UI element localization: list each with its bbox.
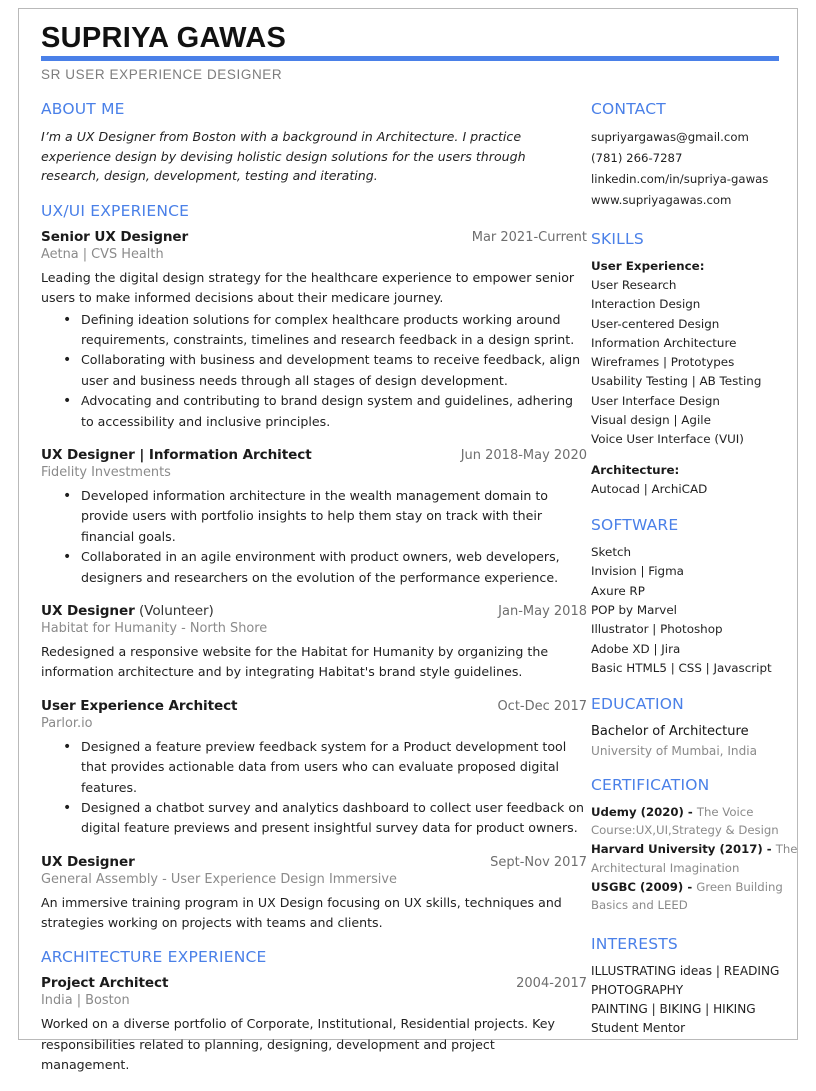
accent-rule	[41, 56, 779, 61]
skill-item: User-centered Design	[591, 316, 720, 331]
job-description: Redesigned a responsive website for the Habitat for Humanity by organizing the information architecture and by integrating Habitat's brand style guidelines.	[41, 643, 549, 680]
job-entry	[41, 698, 589, 839]
job-title-qualifier: (Volunteer)	[134, 602, 214, 619]
contact-heading: CONTACT	[591, 100, 666, 119]
job-bullet: • Developed information architecture in the wealth management domain to provide users with portfolio insights to help them stay on track with their financial goals.	[63, 486, 589, 547]
interest-line: Student Mentor	[591, 1021, 686, 1036]
skills-section	[591, 230, 803, 499]
job-header-row	[41, 447, 589, 463]
skill-item: Usability Testing | AB Testing	[591, 374, 762, 389]
job-date: Mar 2021-Current	[471, 229, 587, 245]
contact-website[interactable]: www.supriyagawas.com	[591, 192, 732, 207]
job-organization: Aetna | CVS Health	[41, 246, 164, 262]
job-bullet-list	[41, 310, 589, 432]
resume-body	[41, 100, 798, 1090]
skill-item: User Interface Design	[591, 393, 720, 408]
contact-linkedin[interactable]: linkedin.com/in/supriya-gawas	[591, 172, 769, 187]
job-title: UX Designer (Volunteer)	[41, 602, 214, 619]
interest-line: PAINTING | BIKING | HIKING	[591, 1002, 756, 1017]
job-organization: Parlor.io	[41, 715, 93, 731]
certification-item	[591, 878, 803, 915]
job-organization: Fidelity Investments	[41, 464, 171, 480]
job-organization: General Assembly - User Experience Design Immersive	[41, 871, 397, 887]
job-entry	[41, 975, 589, 1075]
certification-item	[591, 803, 803, 840]
interests-section	[591, 935, 803, 1038]
about-text: I’m a UX Designer from Boston with a background in Architecture. I practice experience design by devising holistic design solutions for the users through research, design, development, testing and iterating.	[41, 129, 526, 183]
certification-detail: Green Building Basics and LEED	[591, 879, 783, 913]
job-date: Jan-May 2018	[498, 603, 587, 619]
job-header-row	[41, 229, 589, 245]
job-bullet: • Collaborated in an agile environment with product owners, web developers, designers and researchers on the evolution of the performance experience.	[63, 547, 589, 588]
software-item: Axure RP	[591, 583, 645, 598]
software-heading: SOFTWARE	[591, 516, 679, 535]
job-date: 2004-2017	[516, 976, 587, 992]
job-bullet: • Designed a feature preview feedback system for a Product development tool that provides actionable data from users who can evaluate proposed digital features.	[63, 737, 589, 798]
skill-item: Information Architecture	[591, 335, 737, 350]
job-header-row	[41, 603, 589, 619]
job-bullet: • Designed a chatbot survey and analytics dashboard to collect user feedback on digital feature previews and present insightful survey data for product owners.	[63, 798, 589, 839]
about-heading: ABOUT ME	[41, 100, 125, 119]
job-title: Project Architect	[41, 975, 169, 992]
job-title: UX Designer | Information Architect	[41, 446, 312, 463]
interests-line-list	[591, 962, 803, 1038]
contact-email[interactable]: supriyargawas@gmail.com	[591, 130, 749, 145]
software-item: Illustrator | Photoshop	[591, 622, 723, 637]
skill-item: Visual design | Agile	[591, 413, 711, 427]
resume-page	[18, 8, 798, 1073]
architecture-experience-heading: ARCHITECTURE EXPERIENCE	[41, 948, 267, 967]
ux-experience-heading: UX/UI EXPERIENCE	[41, 201, 190, 220]
contact-section	[591, 100, 803, 210]
job-organization: Habitat for Humanity - North Shore	[41, 620, 268, 636]
left-column	[41, 100, 589, 1090]
certification-item-list	[591, 803, 803, 915]
job-organization: India | Boston	[41, 993, 130, 1009]
software-item: Invision | Figma	[591, 564, 684, 579]
job-entry	[41, 229, 589, 432]
certification-detail: The Architectural Imagination	[591, 842, 798, 875]
contact-phone[interactable]: (781) 266-7287	[591, 151, 683, 166]
certification-heading: CERTIFICATION	[591, 775, 710, 794]
ux-job-list	[41, 229, 589, 934]
skill-item: Autocad | ArchiCAD	[591, 481, 708, 496]
education-heading: EDUCATION	[591, 695, 684, 714]
education-school: University of Mumbai, India	[591, 743, 758, 758]
certification-detail: The Voice Course:UX,UI,Strategy & Design	[591, 804, 779, 838]
job-date: Oct-Dec 2017	[497, 698, 587, 714]
job-bullet-list	[41, 486, 589, 588]
education-degree: Bachelor of Architecture	[591, 724, 749, 740]
interest-line: PHOTOGRAPHY	[591, 983, 684, 998]
architecture-experience-section	[41, 948, 589, 1075]
certification-issuer: Harvard University (2017) -	[591, 842, 776, 857]
job-bullet-list	[41, 737, 589, 839]
job-title: UX Designer	[41, 853, 135, 870]
education-section	[591, 695, 803, 760]
skills-group-label: User Experience:	[591, 258, 705, 273]
resume-content	[41, 22, 798, 1073]
certification-section	[591, 776, 803, 915]
skill-item: Voice User Interface (VUI)	[591, 432, 744, 447]
software-item: Basic HTML5 | CSS | Javascript	[591, 660, 772, 675]
job-date: Jun 2018-May 2020	[460, 447, 587, 463]
resume-header	[41, 23, 783, 82]
job-title: User Experience Architect	[41, 697, 238, 714]
job-description: Leading the digital design strategy for the healthcare experience to empower senior users to make informed decisions about their medicare journey.	[41, 269, 575, 306]
software-item: POP by Marvel	[591, 602, 677, 617]
interests-heading: INTERESTS	[591, 935, 678, 954]
skills-heading: SKILLS	[591, 229, 644, 248]
job-header-row	[41, 854, 589, 870]
interest-line: ILLUSTRATING ideas | READING	[591, 964, 780, 979]
job-description: An immersive training program in UX Design focusing on UX skills, techniques and strategies working on projects with teams and clients.	[41, 894, 562, 931]
job-entry	[41, 447, 589, 588]
certification-issuer: Udemy (2020) -	[591, 804, 697, 819]
job-bullet: • Defining ideation solutions for complex healthcare products working around requirements, constraints, timelines and research feedback in a design sprint.	[63, 310, 589, 351]
job-title: Senior UX Designer	[41, 228, 189, 245]
software-item: Adobe XD | Jira	[591, 641, 681, 656]
job-entry	[41, 603, 589, 683]
job-bullet: • Advocating and contributing to brand design system and guidelines, adhering to accessibility and inclusive principles.	[63, 391, 589, 432]
job-date: Sept-Nov 2017	[490, 854, 587, 870]
ux-experience-section	[41, 202, 589, 934]
right-column	[591, 100, 803, 1053]
software-section	[591, 516, 803, 678]
skills-group-label: Architecture:	[591, 462, 680, 477]
candidate-name: SUPRIYA GAWAS	[41, 22, 287, 54]
job-header-row	[41, 698, 589, 714]
job-header-row	[41, 975, 589, 991]
skill-item: Wireframes | Prototypes	[591, 355, 735, 370]
skill-item: Interaction Design	[591, 297, 701, 312]
skills-group-list	[591, 257, 803, 499]
architecture-job-list	[41, 975, 589, 1075]
job-bullet: • Collaborating with business and development teams to receive feedback, align user and business needs through all stages of design development.	[63, 350, 589, 391]
about-section	[41, 100, 589, 184]
certification-issuer: USGBC (2009) -	[591, 879, 697, 894]
skills-group-gap	[591, 450, 803, 461]
skill-item: User Research	[591, 278, 677, 293]
certification-item	[591, 840, 803, 877]
software-item-list	[591, 543, 803, 678]
candidate-job-title: SR USER EXPERIENCE DESIGNER	[41, 67, 283, 83]
job-entry	[41, 854, 589, 934]
software-item: Sketch	[591, 545, 632, 560]
job-description: Worked on a diverse portfolio of Corporate, Institutional, Residential projects. Key responsibilities related to planning, designing, development and project management.	[41, 1016, 555, 1073]
